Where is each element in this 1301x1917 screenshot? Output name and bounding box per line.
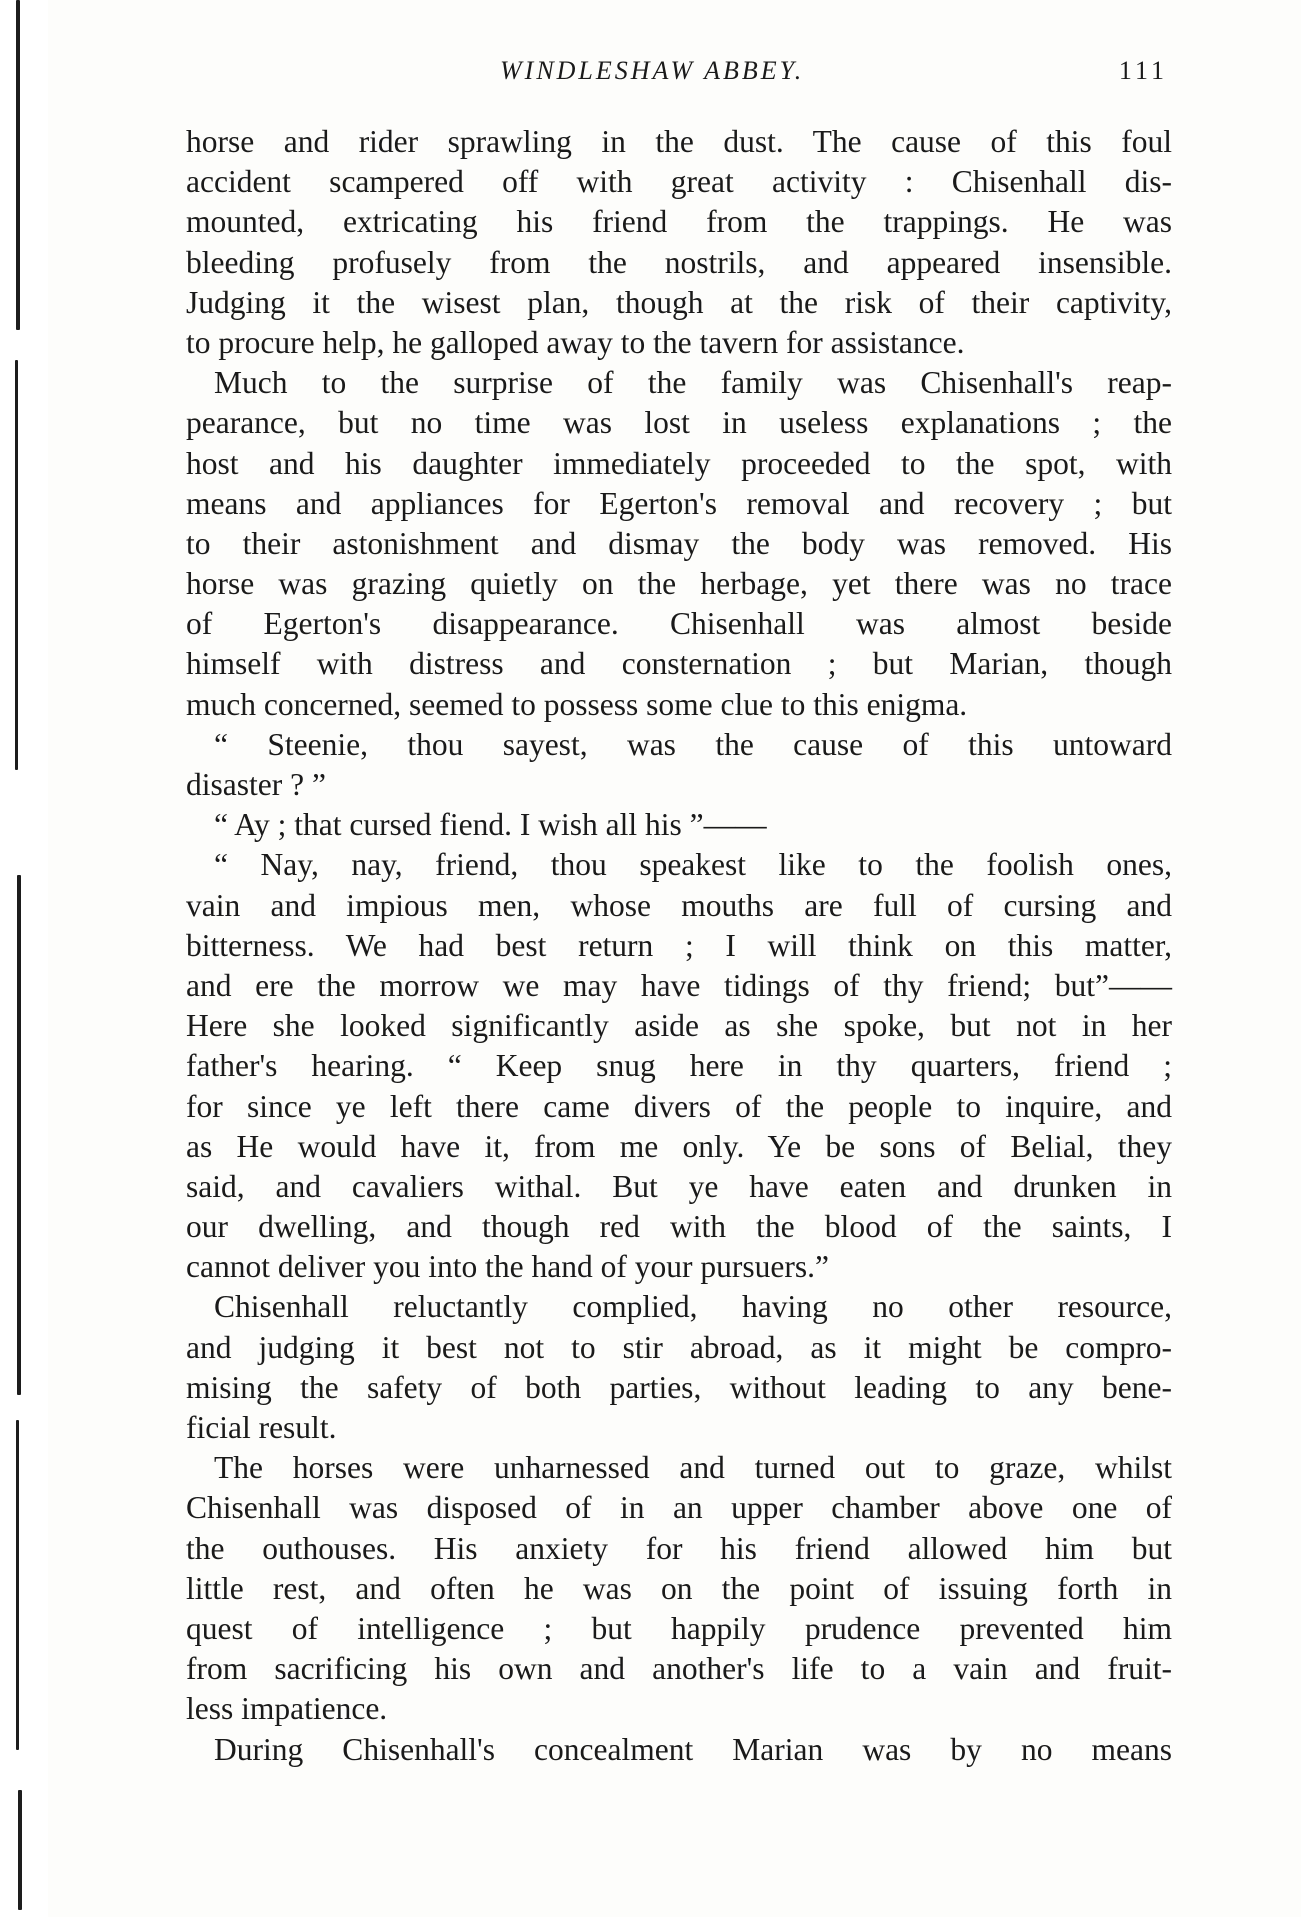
text-line: Much to the surprise of the family was Chisenhall's reap- [214,365,1172,401]
text-line: bleeding profusely from the nostrils, and appeared insensible. [186,244,1172,280]
text-line: Chisenhall reluctantly complied, having no other resource, [214,1289,1172,1325]
binding-shadow-line [18,1790,22,1910]
binding-shadow-line [17,875,21,1395]
text-line: ficial result. [186,1410,337,1445]
text-line: vain and impious men, whose mouths are full of cursing and [186,887,1172,923]
running-title: WINDLESHAW ABBEY. [500,56,805,85]
text-line: “ Nay, nay, friend, thou speakest like to the foolish ones, [214,847,1172,883]
text-line: mounted, extricating his friend from the trappings. He was [186,204,1172,240]
text-line: our dwelling, and though red with the blood of the saints, I [186,1209,1172,1245]
text-line: little rest, and often he was on the point of issuing forth in [186,1570,1172,1606]
text-line: as He would have it, from me only. Ye be sons of Belial, they [186,1128,1172,1164]
text-line: horse was grazing quietly on the herbage, yet there was no trace [186,566,1172,602]
text-line: The horses were unharnessed and turned out to graze, whilst [214,1450,1172,1486]
text-line: “ Ay ; that cursed fiend. I wish all his ”—— [214,807,767,843]
binding-shadow-line [15,360,18,770]
text-line: During Chisenhall's concealment Marian was by no means [214,1731,1172,1767]
text-line: to procure help, he galloped away to the tavern for assistance. [186,324,965,360]
text-line: and judging it best not to stir abroad, as it might be compro- [186,1329,1172,1365]
text-line: host and his daughter immediately proceeded to the spot, with [186,445,1172,481]
text-line: the outhouses. His anxiety for his friend allowed him but [186,1530,1172,1566]
text-line: and ere the morrow we may have tidings of thy friend; but”—— [186,967,1172,1003]
text-line: of Egerton's disappearance. Chisenhall was almost beside [186,606,1172,642]
text-line: means and appliances for Egerton's removal and recovery ; but [186,485,1172,521]
text-line: horse and rider sprawling in the dust. The cause of this foul [186,124,1172,159]
text-line: accident scampered off with great activity : Chisenhall dis- [186,164,1172,200]
text-line: Here she looked significantly aside as she spoke, but not in her [186,1008,1172,1044]
text-line: to their astonishment and dismay the body was removed. His [186,525,1172,561]
text-line: himself with distress and consternation ; but Marian, though [186,646,1172,682]
text-line: said, and cavaliers withal. But ye have eaten and drunken in [186,1168,1172,1204]
text-line: Judging it the wisest plan, though at the risk of their captivity, [186,284,1172,320]
text-line: cannot deliver you into the hand of your pursuers.” [186,1249,829,1285]
text-line: “ Steenie, thou sayest, was the cause of this untoward [214,726,1172,762]
page-number: 111 [1118,56,1168,85]
text-line: pearance, but no time was lost in useless explanations ; the [186,405,1172,441]
text-line: for since ye left there came divers of the people to inquire, and [186,1088,1172,1124]
scanned-binding-edge [0,0,48,1917]
running-head [188,56,1178,96]
body-text [186,122,1172,1770]
text-line: quest of intelligence ; but happily prudence prevented him [186,1610,1172,1646]
text-line: bitterness. We had best return ; I will think on this matter, [186,927,1172,963]
text-line: less impatience. [186,1691,388,1727]
text-line: much concerned, seemed to possess some clue to this enigma. [186,686,968,722]
text-line: mising the safety of both parties, without leading to any bene- [186,1369,1172,1405]
binding-shadow-line [16,0,20,330]
text-line: disaster ? ” [186,767,326,802]
binding-shadow-line [16,1420,19,1750]
text-line: father's hearing. “ Keep snug here in thy quarters, friend ; [186,1048,1172,1084]
text-line: from sacrificing his own and another's life to a vain and fruit- [186,1651,1172,1687]
text-line: Chisenhall was disposed of in an upper chamber above one of [186,1490,1172,1526]
